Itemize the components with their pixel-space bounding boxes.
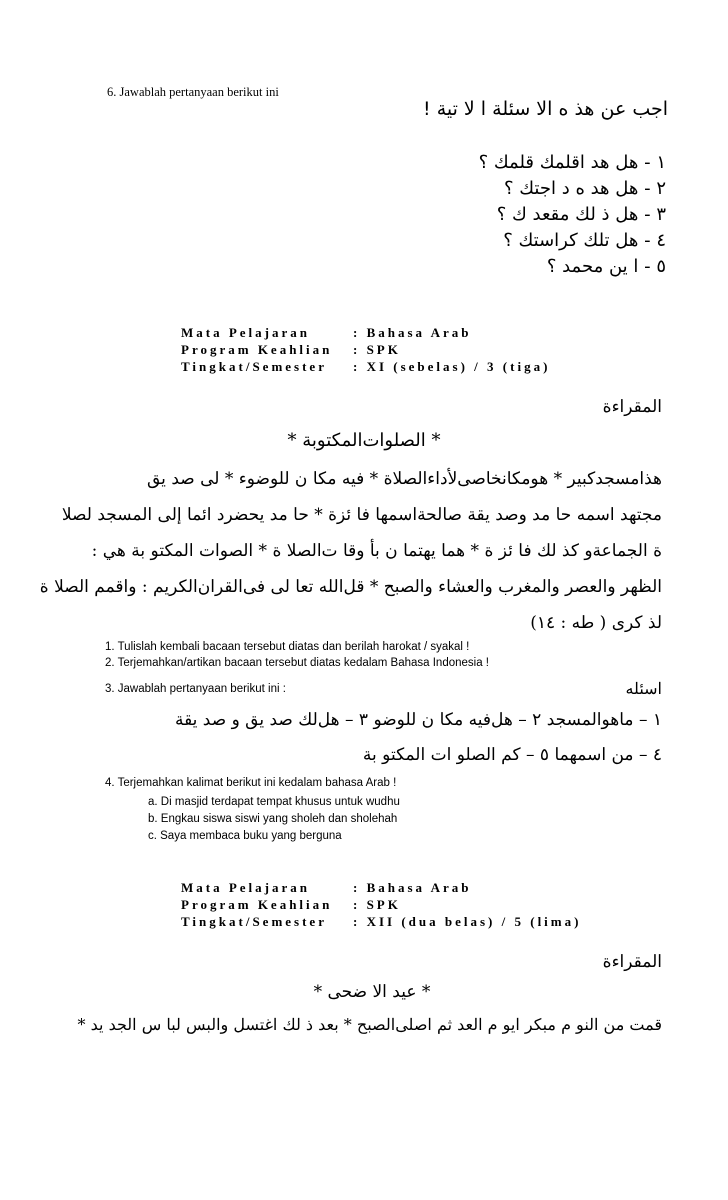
header2-value-subject: : Bahasa Arab bbox=[353, 880, 472, 895]
reading1-line-5: لذ كرى ( طه : ١٤) bbox=[530, 613, 662, 633]
task-1: 1. Tulislah kembali bacaan tersebut diatas dan berilah harokat / syakal ! bbox=[105, 641, 470, 653]
section6-instruction: اجب عن هذ ه الا سئلة ا لا تية ! bbox=[423, 98, 668, 120]
header1-value-subject: : Bahasa Arab bbox=[353, 325, 472, 340]
task-3: 3. Jawablah pertanyaan berikut ini : bbox=[105, 683, 286, 695]
section6-questions bbox=[479, 150, 666, 280]
header1-label-subject: Mata Pelajaran bbox=[181, 325, 311, 340]
questions3-heading: اسئله bbox=[625, 679, 662, 698]
reading1-line-1: هذامسجدكبير * هومكانخاصى‌لأداءالصلاة * فيه مكا ن للوضوء * لى صد يق bbox=[147, 469, 662, 489]
header1-value-level: : XI (sebelas) / 3 (tiga) bbox=[353, 359, 551, 374]
tasks-list bbox=[105, 639, 489, 671]
header2-label-subject: Mata Pelajaran bbox=[181, 880, 311, 895]
task-4-item-b: b. Engkau siswa siswi yang sholeh dan sholehah bbox=[148, 813, 398, 825]
subject-header-2 bbox=[181, 879, 581, 930]
section6-title: 6. Jawablah pertanyaan berikut ini bbox=[107, 85, 279, 99]
question-5: ٥ - ا ين محمد ؟ bbox=[546, 256, 666, 277]
question-2: ٢ - هل هد ه د اجتك ؟ bbox=[503, 178, 666, 199]
task-4-items bbox=[148, 794, 400, 845]
task-2: 2. Terjemahkan/artikan bacaan tersebut diatas kedalam Bahasa Indonesia ! bbox=[105, 657, 490, 669]
question-1: ١ - هل هد اقلمك قلمك ؟ bbox=[478, 152, 666, 173]
reading2-title: * عيد الا ضحى * bbox=[313, 982, 431, 1002]
task-4-item-a: a. Di masjid terdapat tempat khusus untuk wudhu bbox=[148, 796, 400, 808]
task-4-title: 4. Terjemahkan kalimat berikut ini kedalam bahasa Arab ! bbox=[105, 777, 397, 789]
reading1-body bbox=[39, 461, 662, 641]
header2-value-program: : SPK bbox=[353, 897, 401, 912]
reading1-line-3: ة الجماعةو كذ لك فا ئز ة * هما يهتما ن بأ وقا ت‌الصلا ة * الصوات المكتو بة هي : bbox=[91, 541, 662, 561]
reading1-line-4: الظهر والعصر والمغرب والعشاء والصبح * قل‌الله تعا لى فى‌القران‌الكريم : واقمم الصلا ة bbox=[39, 577, 662, 597]
reading2-line-1: قمت من النو م مبكر ايو م العد ثم اصلى‌الصبح * بعد ذ لك اغتسل والبس لبا س الجد يد * bbox=[77, 1015, 662, 1034]
header2-value-level: : XII (dua belas) / 5 (lima) bbox=[353, 914, 582, 929]
questions3-line-2: ٤ – من اسمهما ٥ – كم الصلو ات المكتو بة bbox=[362, 745, 662, 765]
question-4: ٤ - هل تلك كراستك ؟ bbox=[503, 230, 666, 251]
header1-label-level: Tingkat/Semester bbox=[181, 359, 327, 374]
task-4-item-c: c. Saya membaca buku yang berguna bbox=[148, 830, 342, 842]
questions3-line-1: ١ – ماهوالمسجد ٢ – هل‌فيه مكا ن للوضو ٣ – هل‌لك صد يق و صد يقة bbox=[174, 710, 662, 730]
reading2-heading: المقراءة bbox=[602, 952, 662, 972]
header1-value-program: : SPK bbox=[353, 342, 401, 357]
reading1-heading: المقراءة bbox=[602, 397, 662, 417]
header2-label-program: Program Keahlian bbox=[181, 897, 333, 912]
subject-header-1 bbox=[181, 324, 550, 375]
reading1-title: * الصلوات‌المكتوبة * bbox=[287, 430, 441, 451]
question-3: ٣ - هل ذ لك مقعد ك ؟ bbox=[496, 204, 666, 225]
header2-label-level: Tingkat/Semester bbox=[181, 914, 327, 929]
reading1-line-2: مجتهد اسمه حا مد وصد يقة صالحةاسمها فا ئزة * حا مد يحضرد ائما إلى المسجد لصلا bbox=[61, 505, 662, 525]
header1-label-program: Program Keahlian bbox=[181, 342, 333, 357]
